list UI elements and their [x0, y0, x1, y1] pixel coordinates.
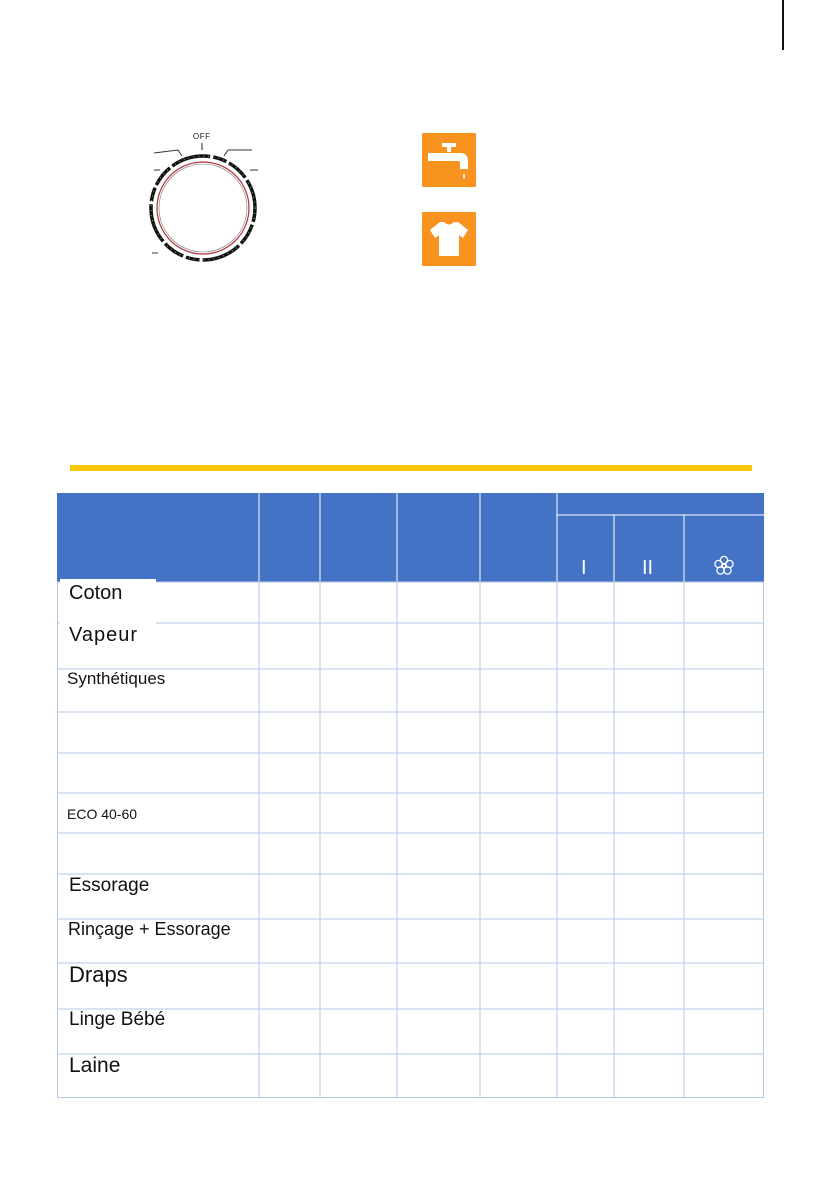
row-label-laine: Laine [69, 1054, 121, 1077]
row-label-coton: Coton [69, 582, 123, 604]
flower-icon [712, 554, 736, 583]
header-level-2: II [642, 557, 654, 579]
crop-mark [782, 0, 784, 50]
table-grid [57, 493, 764, 1098]
program-dial[interactable] [140, 128, 270, 268]
row-label-rincage-essorage: Rinçage + Essorage [68, 919, 231, 939]
dial-off-label: OFF [193, 132, 211, 141]
tap-icon [422, 133, 476, 187]
row-label-draps: Draps [69, 962, 128, 987]
row-label-synthetiques: Synthétiques [67, 669, 166, 688]
tshirt-icon [422, 212, 476, 266]
header-level-1: I [581, 557, 587, 579]
section-divider [70, 465, 752, 471]
row-label-essorage: Essorage [69, 875, 150, 896]
row-label-eco-40-60: ECO 40-60 [67, 806, 138, 822]
row-label-vapeur: Vapeur [69, 624, 139, 646]
programme-table [57, 493, 764, 1098]
dial-graphic [140, 128, 270, 268]
row-label-linge-bebe: Linge Bébé [69, 1009, 166, 1030]
